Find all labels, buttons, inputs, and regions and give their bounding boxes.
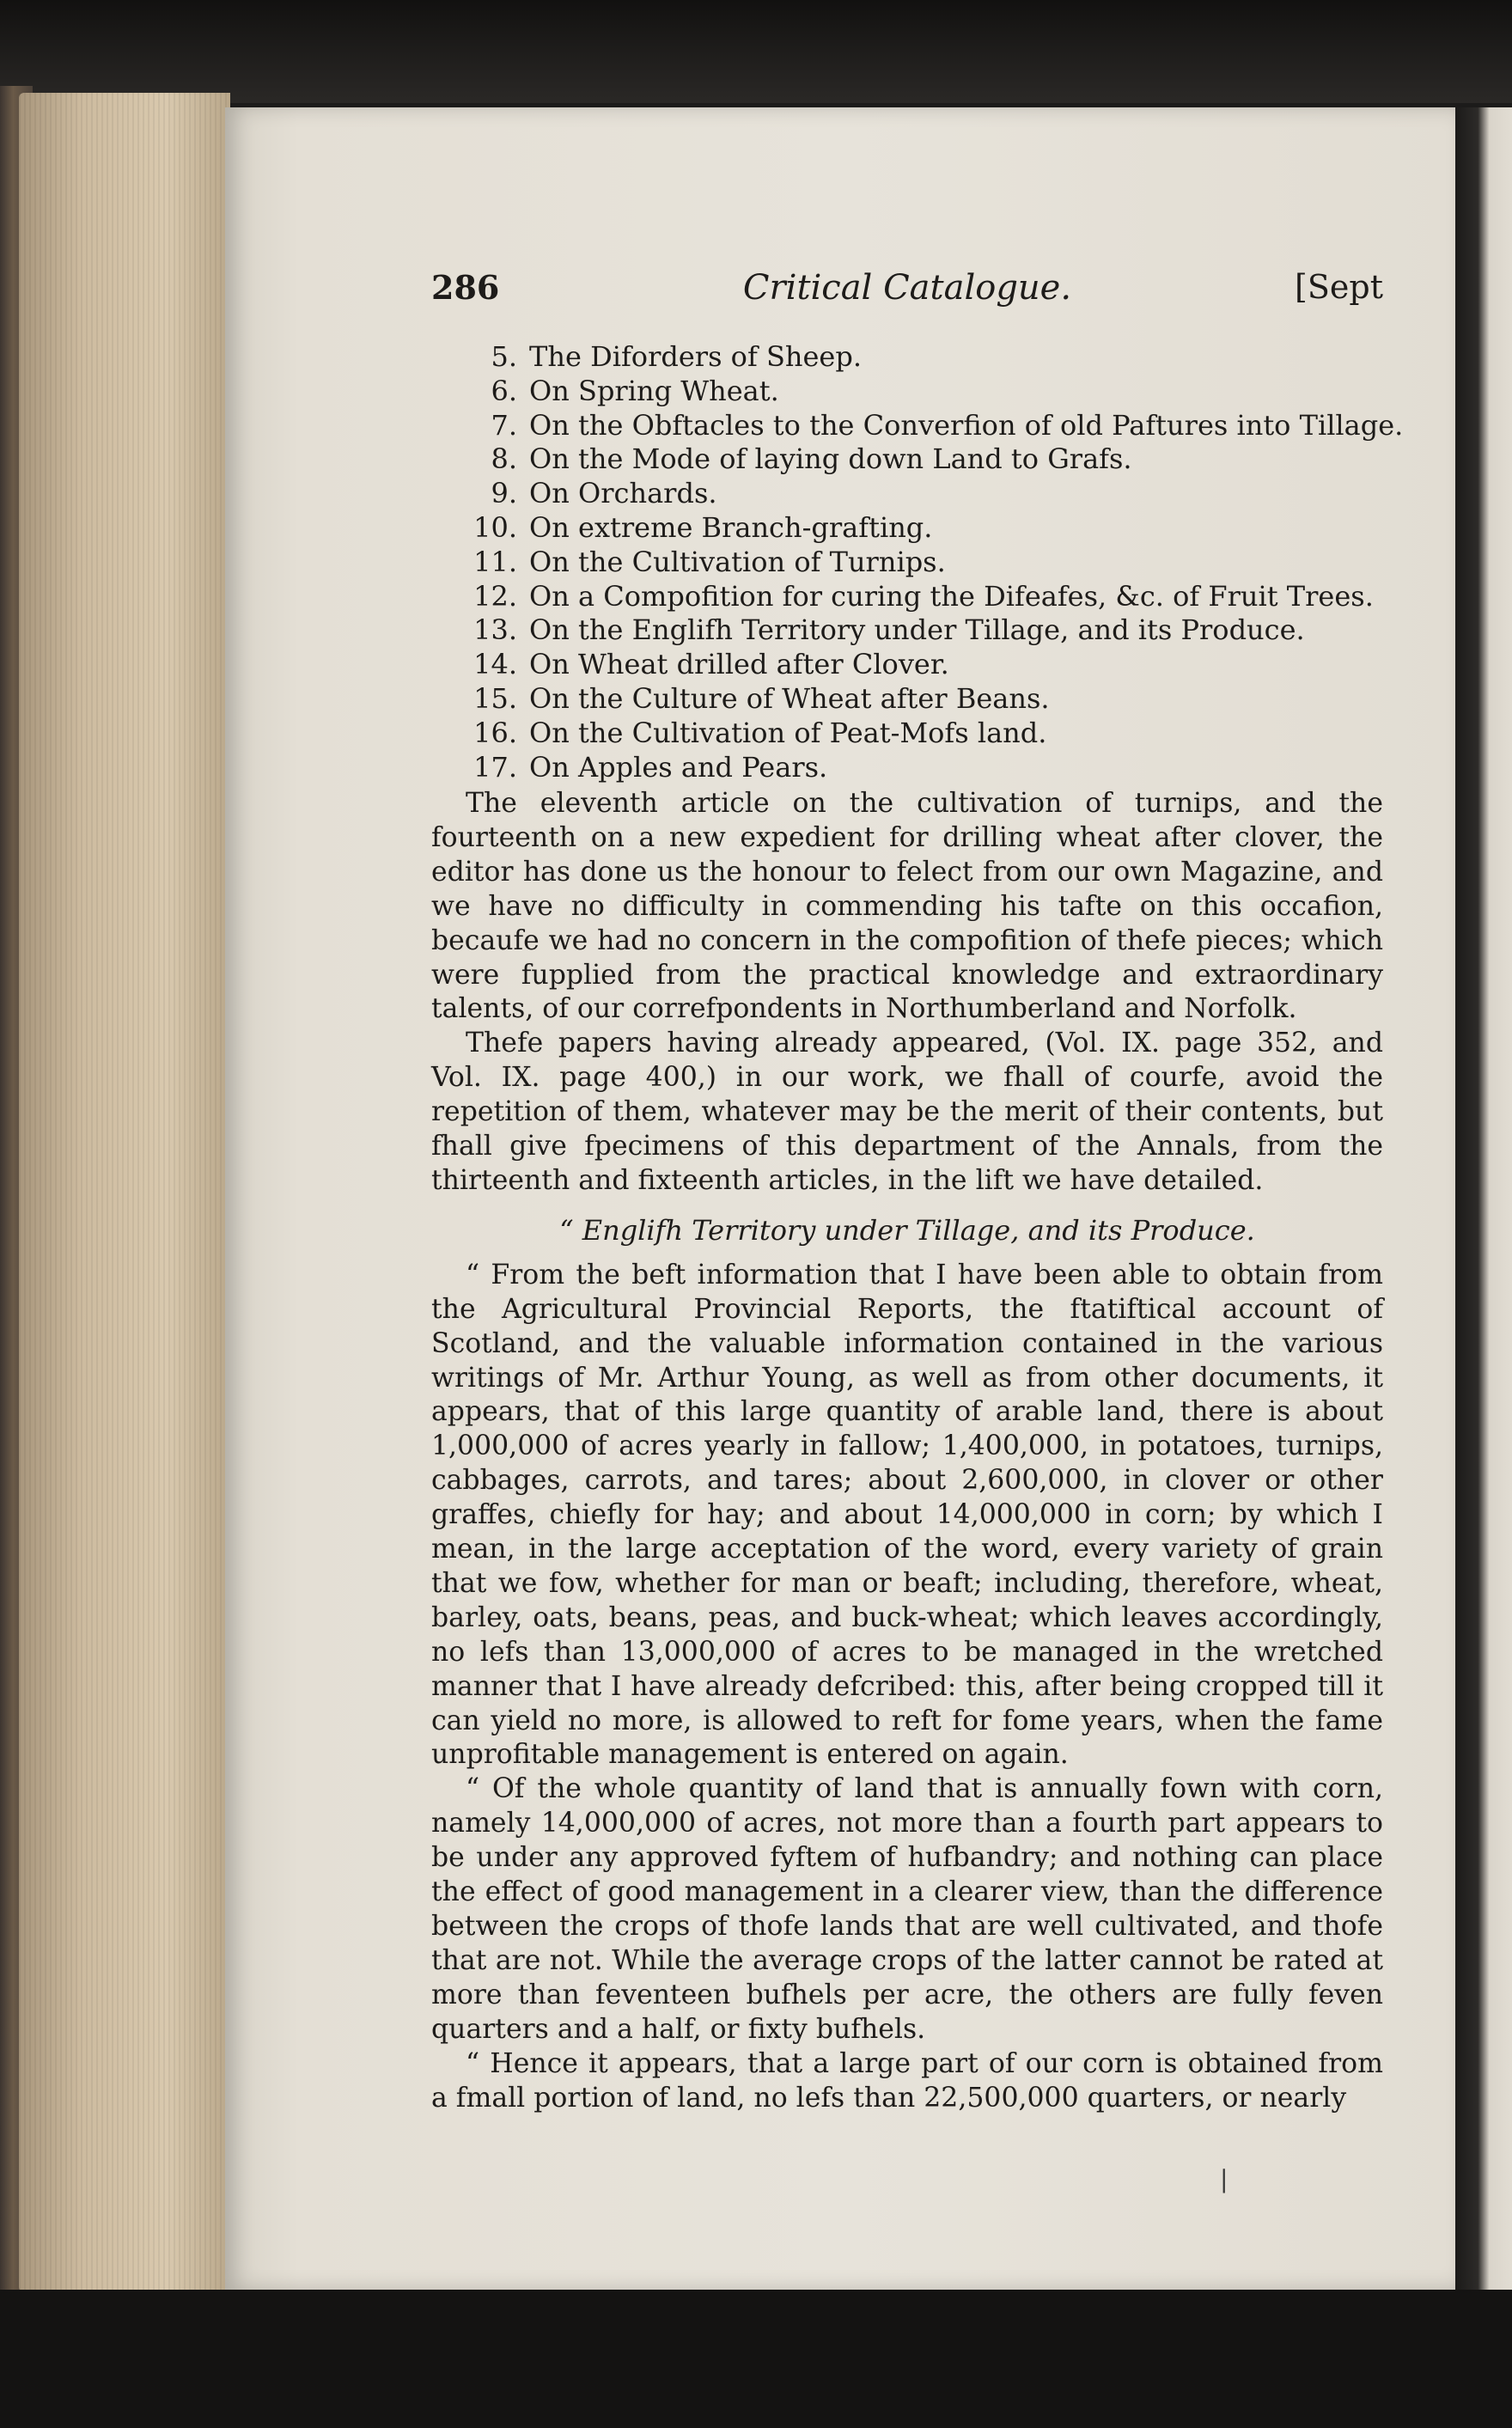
paragraph: The eleventh article on the cultivation of turnips, and the fourteenth on a new expedient for drilling wheat after clover, the editor has done us the honour to felect from our own Magazine, and we have no difficulty in commending his tafte on this occafion, becaufe we had no concern in the compofition of thefe pieces; which were fupplied from the practical knowledge and extraordinary talents, of our correfpondents in Northumberland and Norfolk. — [431, 788, 1383, 1025]
running-header — [431, 268, 1383, 316]
body-text — [431, 787, 1383, 2115]
running-title: Critical Catalogue. — [742, 268, 1072, 308]
folio-mark: | — [1220, 2165, 1228, 2193]
list-item: 12. On a Compofition for curing the Difeafes, &c. of Fruit Trees. — [473, 579, 1374, 613]
list-item: 17. On Apples and Pears. — [473, 750, 828, 784]
gutter-shadow — [1455, 107, 1512, 2290]
background-bottom — [0, 2290, 1512, 2428]
list-item: 14. On Wheat drilled after Clover. — [473, 648, 949, 681]
list-item: 15. On the Culture of Wheat after Beans. — [473, 681, 1050, 715]
list-item: 13. On the Englifh Territory under Tillage, and its Produce. — [473, 613, 1305, 647]
background-top — [0, 0, 1512, 103]
page-number: 286 — [431, 268, 500, 307]
paragraph: Thefe papers having already appeared, (Vol. IX. page 352, and Vol. IX. page 400,) in our work, we fhall of courfe, avoid the repetition of them, whatever may be the merit of their contents, but fhall give fpecimens of this department of the Annals, from the thirteenth and fixteenth articles, in the lift we have detailed. — [431, 1028, 1383, 1196]
paragraph: “ Of the whole quantity of land that is annually fown with corn, namely 14,000,000 of acres, not more than a fourth part appears to be under any approved fyftem of hufbandry; and nothing can place the effect of good management in a clearer view, than the difference between the crops of thofe lands that are well cultivated, and thofe that are not. While the average crops of the latter cannot be rated at more than feventeen bufhels per acre, the others are fully feven quarters and a half, or fixty bufhels. — [431, 1773, 1383, 2045]
list-item: 8. On the Mode of laying down Land to Grafs. — [491, 442, 1132, 476]
section-subheading: “ Englifh Territory under Tillage, and its Produce. — [559, 1213, 1255, 1247]
list-item: 5. The Diforders of Sheep. — [491, 340, 863, 373]
list-item: 16. On the Cultivation of Peat-Mofs land. — [473, 716, 1047, 749]
list-item: 9. On Orchards. — [491, 477, 717, 510]
running-header-right: [Sept — [1295, 268, 1383, 306]
list-item: 7. On the Obftacles to the Converfion of old Paftures into Tillage. — [491, 408, 1404, 442]
list-item: 11. On the Cultivation of Turnips. — [473, 545, 946, 578]
list-item: 10. On extreme Branch-grafting. — [473, 510, 933, 544]
page-stack-edge — [19, 93, 230, 2292]
paragraph: “ From the beft information that I have been able to obtain from the Agricultural Provincial Reports, the ftatiftical account of Scotland, and the valuable information contained in the various writings of Mr. Arthur Young, as well as from other documents, it appears, that of this large quantity of arable land, there is about 1,000,000 of acres yearly in fallow; 1,400,000, in potatoes, turnips, cabbages, carrots, and tares; about 2,600,000, in clover or other graffes, chiefly for hay; and about 14,000,000 in corn; by which I mean, in the large acceptation of the word, every variety of grain that we fow, whether for man or beaft; including, therefore, wheat, barley, oats, beans, peas, and buck-wheat; which leaves accordingly, no lefs than 13,000,000 of acres to be managed in the wretched manner that I have already defcribed: this, after being cropped till it can yield no more, is allowed to reft for fome years, when the fame unprofitable management is entered on again. — [431, 1259, 1383, 1771]
list-item: 6. On Spring Wheat. — [491, 374, 779, 407]
article-list — [466, 340, 1404, 784]
paragraph: “ Hence it appears, that a large part of our corn is obtained from a fmall portion of land, no lefs than 22,500,000 quarters, or nearly — [431, 2047, 1383, 2114]
